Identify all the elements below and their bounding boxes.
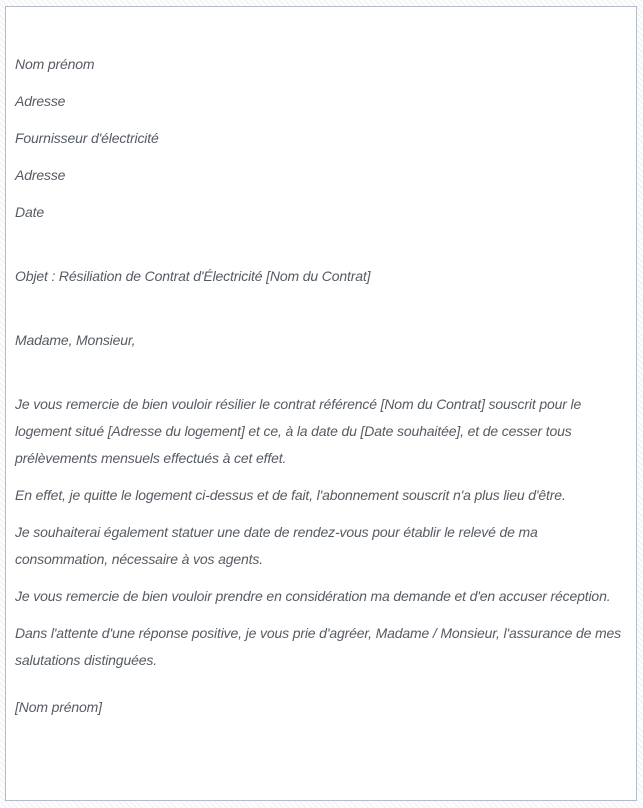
body-paragraph: En effet, je quitte le logement ci-dessus et de fait, l'abonnement souscrit n'a plus lieu d'être. — [15, 487, 566, 503]
recipient-name-line: Fournisseur d'électricité — [15, 130, 159, 146]
letter-body — [15, 391, 627, 674]
body-paragraph: Dans l'attente d'une réponse positive, je vous prie d'agréer, Madame / Monsieur, l'assurance de mes salutations distinguées. — [15, 625, 621, 668]
signature-line: [Nom prénom] — [15, 699, 102, 715]
salutation: Madame, Monsieur, — [15, 332, 136, 348]
subject-line: Objet : Résiliation de Contrat d'Électricité [Nom du Contrat] — [15, 268, 371, 284]
recipient-address-line: Adresse — [15, 167, 66, 183]
sender-name-line: Nom prénom — [15, 56, 95, 72]
letter-document — [5, 6, 637, 801]
body-paragraph: Je vous remercie de bien vouloir résilier le contrat référencé [Nom du Contrat] souscrit pour le logement situé [Adresse du logement] et ce, à la date du [Date souhaitée], et de cesser tous prélèvements mensuels effectués à cet effet. — [15, 396, 582, 466]
date-line: Date — [15, 204, 44, 220]
body-paragraph: Je vous remercie de bien vouloir prendre en considération ma demande et d'en accuser réception. — [15, 588, 611, 604]
body-paragraph: Je souhaiterai également statuer une date de rendez-vous pour établir le relevé de ma consommation, nécessaire à vos agents. — [15, 524, 538, 567]
sender-address-line: Adresse — [15, 93, 66, 109]
letter-header-block — [15, 51, 627, 226]
